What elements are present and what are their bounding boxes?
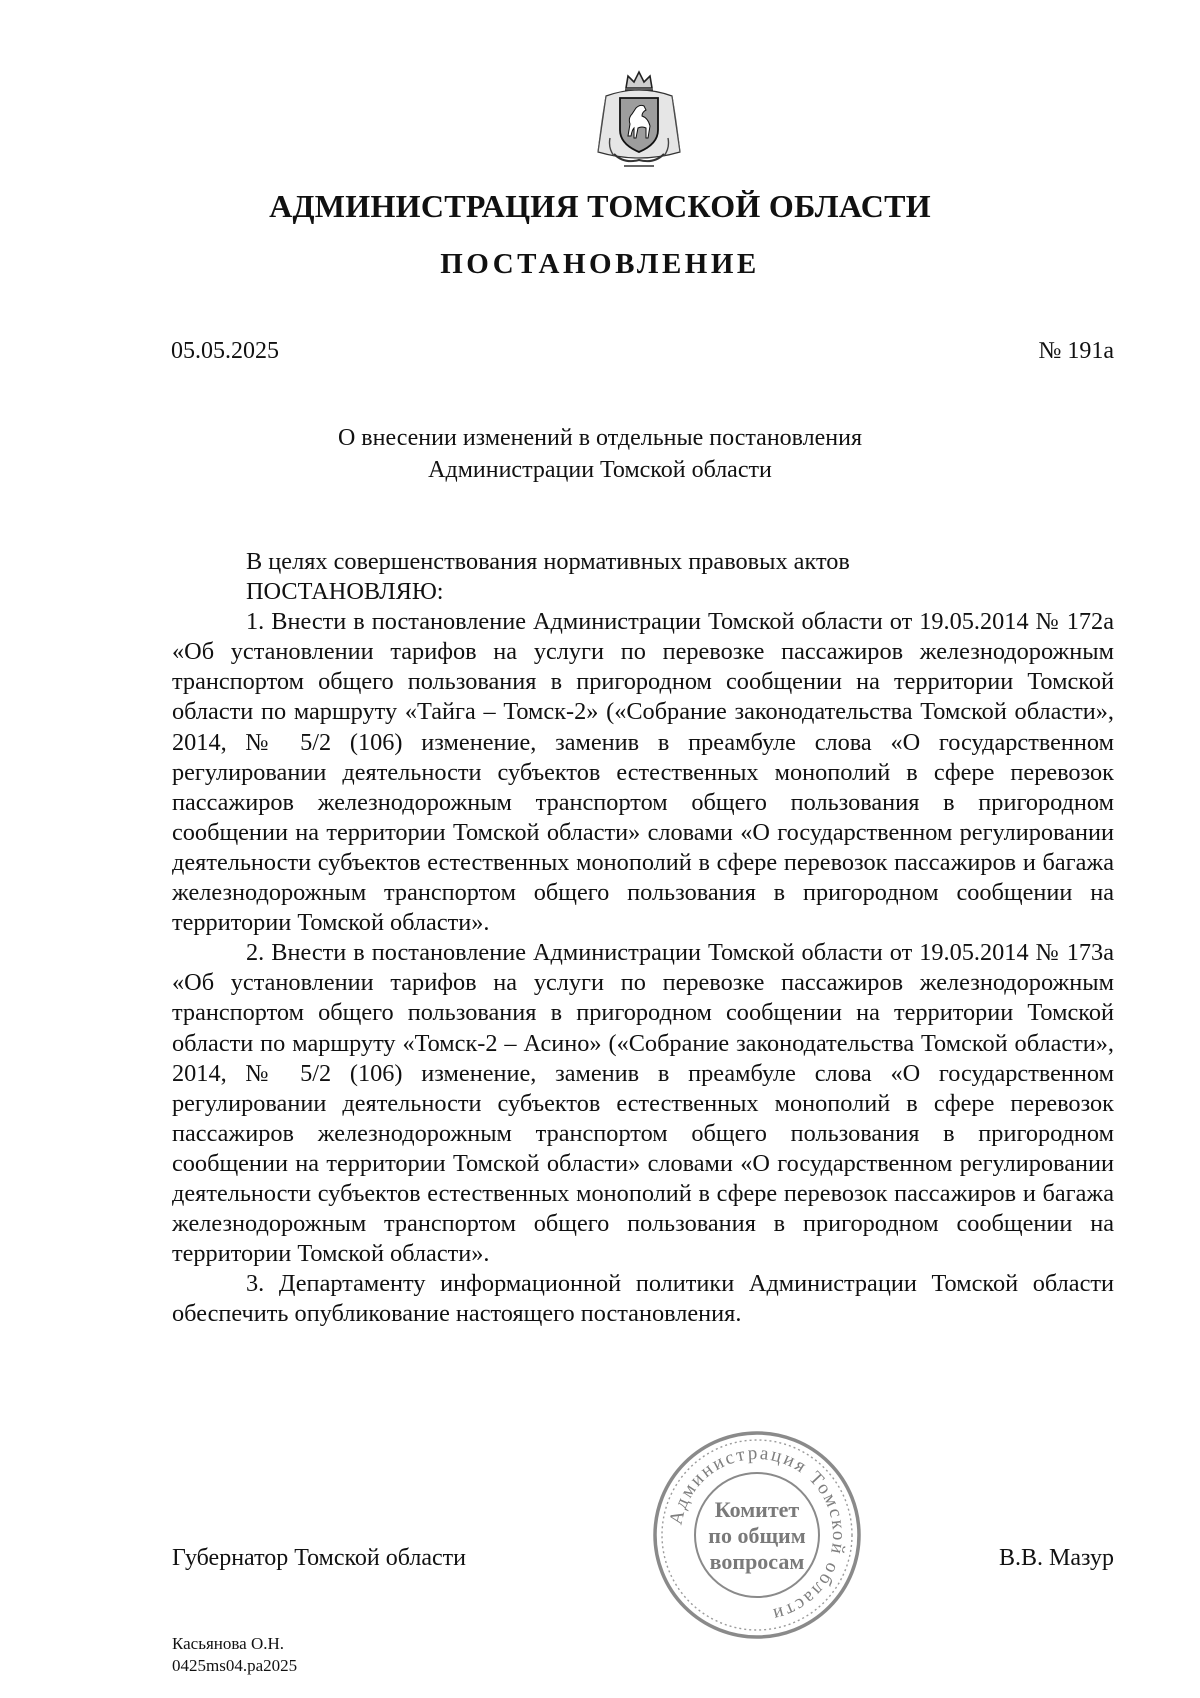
stamp-outer-text: Администрация Томской области [665,1442,850,1626]
official-seal-stamp [647,1425,867,1645]
stamp-inner-line-2: по общим [708,1523,806,1548]
signatory-name: В.В. Мазур [999,1545,1114,1571]
document-type-heading: ПОСТАНОВЛЕНИЕ [440,248,760,280]
decree-item-3: 3. Департаменту информационной политики Администрации Томской области обеспечить опубликование настоящего постановления. [172,1270,1114,1328]
preamble-paragraph: В целях совершенствования нормативных правовых актов [246,548,850,575]
document-body [172,547,1114,1329]
decree-item-1: 1. Внести в постановление Администрации Томской области от 19.05.2014 № 172а «Об установлении тарифов на услуги по перевозке пассажиров железнодорожным транспортом общего пользования в пригородном сообщении на территории Томской области по маршруту «Тайга – Томск-2» («Собрание законодательства Томской области», 2014, № 5/2 (106) изменение, заменив в преамбуле слова «О государственном регулировании деятельности субъектов естественных монополий в сфере перевозок пассажиров железнодорожным транспортом общего пользования в пригородном сообщении на территории Томской области» словами «О государственном регулировании деятельности субъектов естественных монополий в сфере перевозок пассажиров и багажа железнодорожным транспортом общего пользования в пригородном сообщении на территории Томской области». [172,608,1114,937]
document-number: № 191а [1038,338,1114,364]
stamp-inner-line-3: вопросам [709,1549,805,1574]
executor-name: Касьянова О.Н. [172,1634,285,1653]
decree-item-2: 2. Внести в постановление Администрации Томской области от 19.05.2014 № 173а «Об установлении тарифов на услуги по перевозке пассажиров железнодорожным транспортом общего пользования в пригородном сообщении на территории Томской области по маршруту «Томск-2 – Асино» («Собрание законодательства Томской области», 2014, № 5/2 (106) изменение, заменив в преамбуле слова «О государственном регулировании деятельности субъектов естественных монополий в сфере перевозок пассажиров железнодорожным транспортом общего пользования в пригородном сообщении на территории Томской области» словами «О государственном регулировании деятельности субъектов естественных монополий в сфере перевозок пассажиров и багажа железнодорожным транспортом общего пользования в пригородном сообщении на территории Томской области». [172,939,1114,1268]
stamp-inner-line-1: Комитет [714,1497,800,1522]
subject-line-1: О внесении изменений в отдельные постановления [337,425,863,451]
subject-line-2: Администрации Томской области [428,457,772,483]
document-subject [0,422,1200,486]
organization-title: АДМИНИСТРАЦИЯ ТОМСКОЙ ОБЛАСТИ [269,188,931,224]
signatory-title: Губернатор Томской области [172,1545,466,1571]
document-date: 05.05.2025 [171,338,279,364]
decree-word: ПОСТАНОВЛЯЮ: [246,578,444,606]
coat-of-arms-icon [584,68,694,176]
document-code: 0425ms04.ра2025 [172,1656,298,1675]
executor-block [172,1633,297,1677]
